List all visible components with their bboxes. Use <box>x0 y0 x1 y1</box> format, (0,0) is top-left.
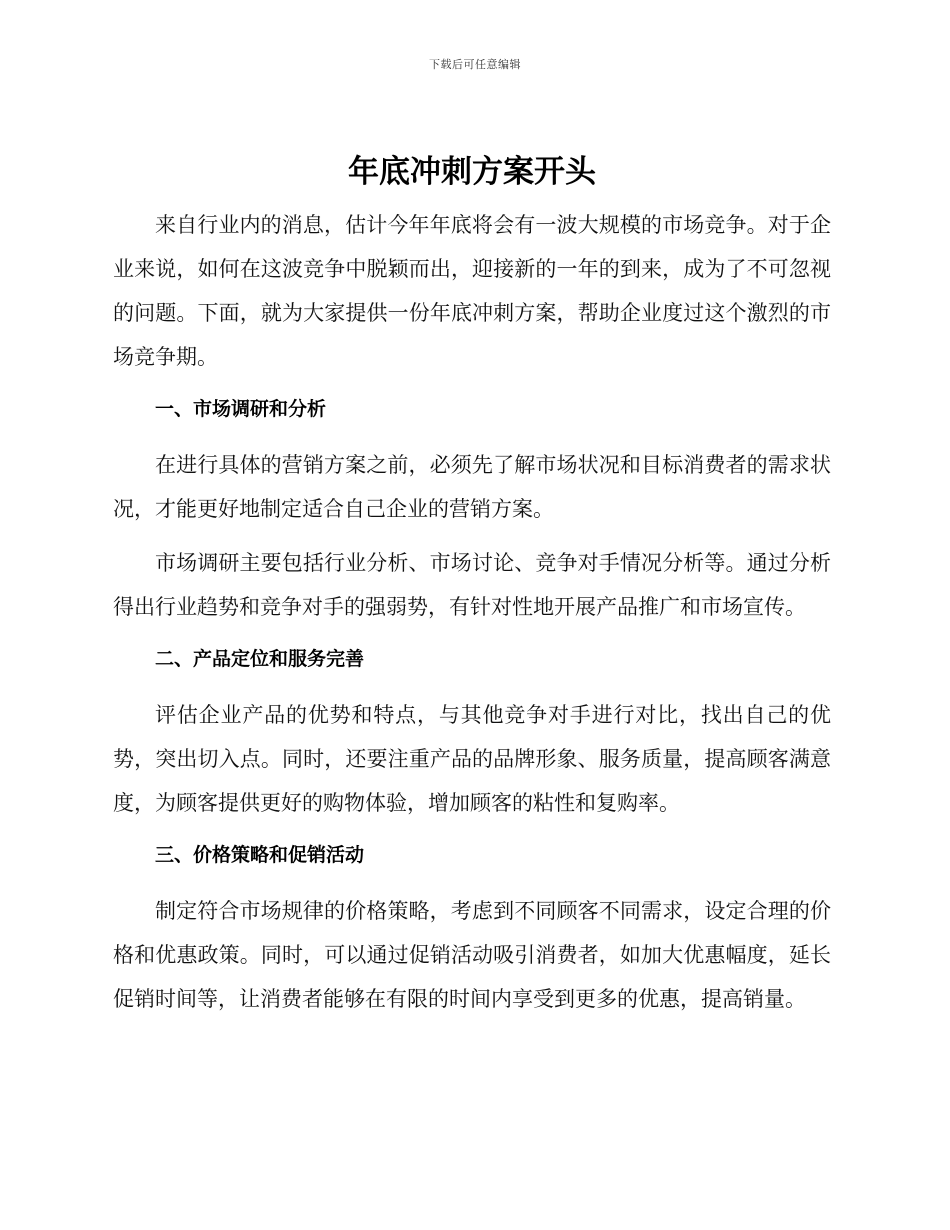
intro-paragraph: 来自行业内的消息，估计今年年底将会有一波大规模的市场竞争。对于企业来说，如何在这波竞争中脱颖而出，迎接新的一年的到来，成为了不可忽视的问题。下面，就为大家提供一份年底冲刺方案，帮助企业度过这个激烈的市场竞争期。 <box>113 213 831 369</box>
section-heading-product-positioning: 二、产品定位和服务完善 <box>155 648 365 670</box>
market-research-paragraph-2: 市场调研主要包括行业分析、市场讨论、竞争对手情况分析等。通过分析得出行业趋势和竞争对手的强弱势，有针对性地开展产品推广和市场宣传。 <box>113 551 831 619</box>
market-research-paragraph-1: 在进行具体的营销方案之前，必须先了解市场状况和目标消费者的需求状况，才能更好地制定适合自己企业的营销方案。 <box>113 453 831 521</box>
document-body <box>113 150 831 1031</box>
header-note: 下载后可任意编辑 <box>429 58 521 71</box>
product-positioning-paragraph: 评估企业产品的优势和特点，与其他竞争对手进行对比，找出自己的优势，突出切入点。同时，还要注重产品的品牌形象、服务质量，提高顾客满意度，为顾客提供更好的购物体验，增加顾客的粘性和复购率。 <box>113 703 831 815</box>
pricing-promotion-paragraph: 制定符合市场规律的价格策略，考虑到不同顾客不同需求，设定合理的价格和优惠政策。同时，可以通过促销活动吸引消费者，如加大优惠幅度，延长促销时间等，让消费者能够在有限的时间内享受到更多的优惠，提高销量。 <box>113 899 831 1011</box>
section-heading-pricing-promotion: 三、价格策略和促销活动 <box>155 844 365 866</box>
document-title: 年底冲刺方案开头 <box>348 154 596 190</box>
section-heading-market-research: 一、市场调研和分析 <box>155 398 327 420</box>
